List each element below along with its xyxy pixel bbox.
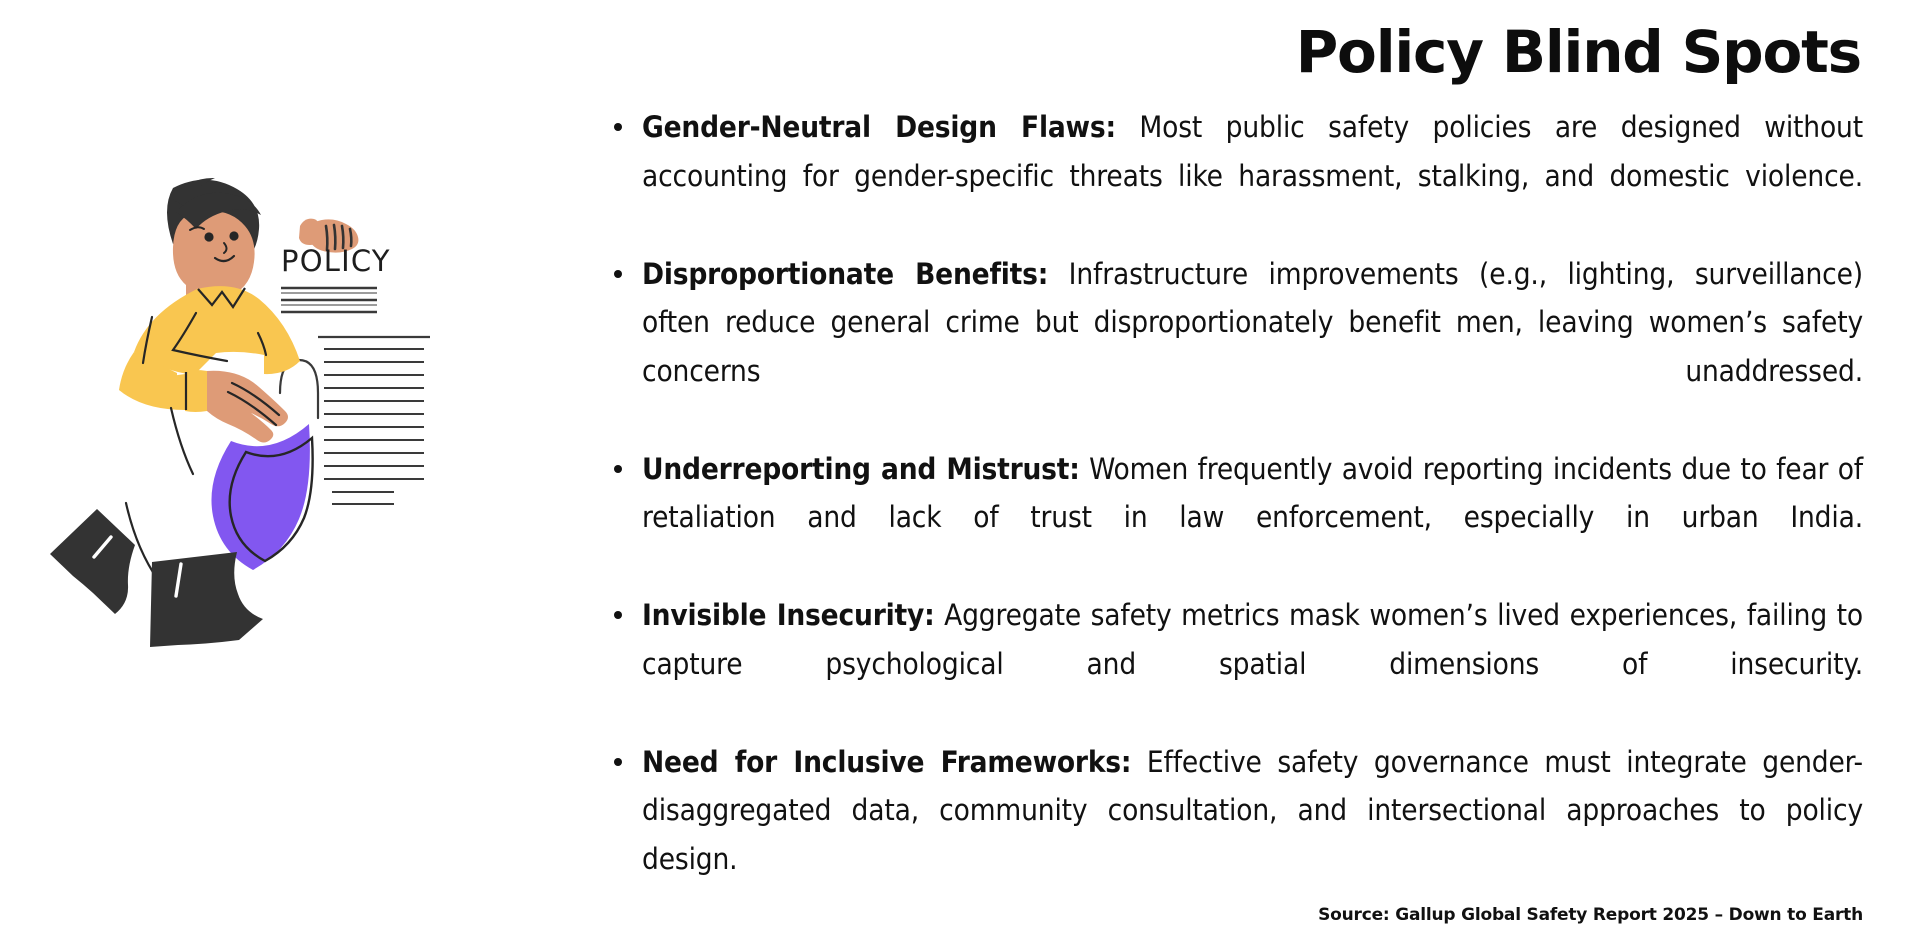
list-item [600,738,1863,932]
bullet-lead-label: Invisible Insecurity: [642,598,935,633]
boot-left [50,509,135,614]
policy-blind-spots-list [600,103,1863,932]
eye-right [229,231,238,240]
bullet-body-text: Women frequently avoid reporting incidents due to fear of retaliation and lack of trust in law enforcement, especially in urban India. [642,451,1863,535]
list-item [600,445,1863,591]
bullet-body-text: Most public safety policies are designed without accounting for gender-specific threats like harassment, stalking, and domestic violence. [642,110,1863,193]
bullet-body-text: Aggregate safety metrics mask women’s lived experiences, failing to capture psychological and spatial dimensions of insecurity. [642,598,1863,681]
bullet-lead-label: Disproportionate Benefits: [642,256,1049,291]
eye-left [204,232,213,241]
bullet-body-text: Effective safety governance must integrate gender-disaggregated data, community consultation, and intersectional approaches to policy design. [642,744,1863,876]
list-item [600,250,1863,444]
leg-line-left [171,408,193,474]
illustration-group [50,178,430,647]
document-header-rules [281,288,377,312]
bullet-body-text: Infrastructure improvements (e.g., lighting, surveillance) often reduce general crime but disproportionately benefit men, leaving women’s safety concerns unaddressed. [642,256,1863,388]
source-attribution: Source: Gallup Global Safety Report 2025 – Down to Earth [1318,905,1863,925]
policy-document-label: POLICY [281,244,391,278]
bullet-lead-label: Gender-Neutral Design Flaws: [642,110,1116,145]
list-item [600,591,1863,737]
person-figure [50,178,300,647]
list-item [600,103,1863,249]
content-pane [600,0,1911,947]
hand-shape [207,371,288,443]
boot-right [150,552,263,647]
policy-illustration [0,0,600,947]
document-body-rules [324,349,424,504]
shield-icon [211,424,312,570]
bullet-lead-label: Need for Inclusive Frameworks: [642,744,1132,779]
page-title: Policy Blind Spots [1295,18,1861,86]
bullet-lead-label: Underreporting and Mistrust: [642,451,1080,486]
